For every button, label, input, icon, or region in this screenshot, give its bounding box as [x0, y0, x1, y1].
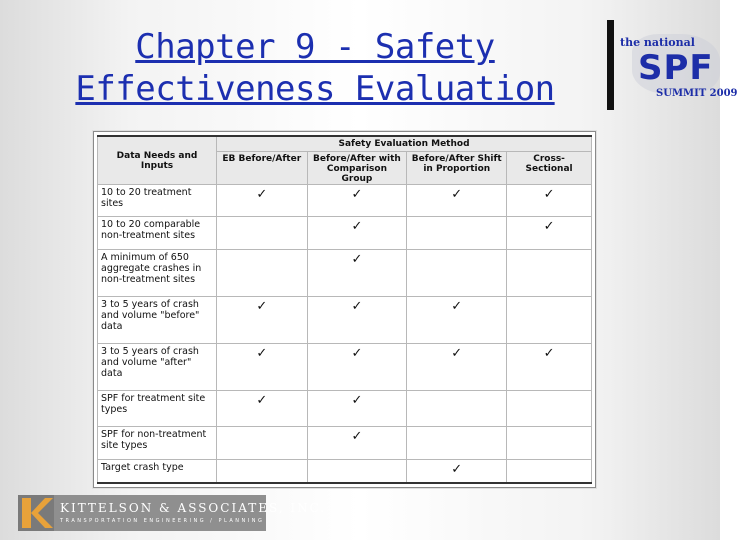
data-needs-header: Data Needs and Inputs: [98, 136, 217, 185]
check-mark-icon: ✓: [217, 343, 308, 390]
empty-cell: [407, 390, 507, 426]
check-mark-icon: ✓: [217, 296, 308, 343]
check-mark-icon: ✓: [307, 390, 407, 426]
column-header: EB Before/After: [217, 152, 308, 185]
evaluation-table-frame: [93, 131, 596, 488]
check-mark-icon: ✓: [307, 426, 407, 459]
check-mark-icon: ✓: [507, 343, 592, 390]
logo-line-2: SPF: [638, 48, 714, 88]
table-row: [98, 296, 592, 343]
spf-summit-logo: [620, 34, 738, 104]
row-label: Target crash type: [98, 460, 217, 483]
column-header: Before/After Shift in Proportion: [407, 152, 507, 185]
row-label: A minimum of 650 aggregate crashes in non-treatment sites: [98, 250, 217, 297]
table-row: [98, 390, 592, 426]
empty-cell: [217, 250, 308, 297]
company-tagline: TRANSPORTATION ENGINEERING / PLANNING: [60, 518, 265, 524]
kittelson-logo: [18, 495, 327, 531]
row-label: 3 to 5 years of crash and volume "before" data: [98, 296, 217, 343]
empty-cell: [507, 390, 592, 426]
company-name: KITTELSON & ASSOCIATES, INC.: [60, 501, 327, 515]
check-mark-icon: ✓: [507, 185, 592, 217]
empty-cell: [217, 460, 308, 483]
check-mark-icon: ✓: [307, 296, 407, 343]
row-label: SPF for non-treatment site types: [98, 426, 217, 459]
check-mark-icon: ✓: [307, 250, 407, 297]
empty-cell: [407, 426, 507, 459]
empty-cell: [507, 460, 592, 483]
table-body: [98, 185, 592, 484]
check-mark-icon: ✓: [407, 460, 507, 483]
logo-line-3: SUMMIT 2009: [656, 88, 738, 99]
empty-cell: [217, 216, 308, 249]
row-label: 10 to 20 treatment sites: [98, 185, 217, 217]
check-mark-icon: ✓: [307, 216, 407, 249]
check-mark-icon: ✓: [407, 343, 507, 390]
empty-cell: [507, 296, 592, 343]
check-mark-icon: ✓: [217, 185, 308, 217]
column-header: Cross-Sectional: [507, 152, 592, 185]
title-line-2: Effectiveness Evaluation: [75, 69, 555, 109]
column-header: Before/After with Comparison Group: [307, 152, 407, 185]
check-mark-icon: ✓: [307, 185, 407, 217]
row-label: 3 to 5 years of crash and volume "after" data: [98, 343, 217, 390]
logo-line-1: the national: [620, 36, 695, 49]
check-mark-icon: ✓: [307, 343, 407, 390]
empty-cell: [407, 250, 507, 297]
k-logo-icon: [18, 495, 54, 531]
safety-evaluation-table: [97, 135, 592, 484]
check-mark-icon: ✓: [507, 216, 592, 249]
empty-cell: [407, 216, 507, 249]
empty-cell: [217, 426, 308, 459]
table-row: [98, 426, 592, 459]
title-line-1: Chapter 9 - Safety: [135, 27, 495, 67]
table-row: [98, 185, 592, 217]
table-row: [98, 250, 592, 297]
row-label: SPF for treatment site types: [98, 390, 217, 426]
empty-cell: [507, 250, 592, 297]
table-row: [98, 343, 592, 390]
logo-divider: [607, 20, 614, 110]
check-mark-icon: ✓: [217, 390, 308, 426]
check-mark-icon: ✓: [407, 185, 507, 217]
table-row: [98, 460, 592, 483]
check-mark-icon: ✓: [407, 296, 507, 343]
empty-cell: [507, 426, 592, 459]
slide-title: [60, 26, 570, 110]
row-label: 10 to 20 comparable non-treatment sites: [98, 216, 217, 249]
method-header: Safety Evaluation Method: [217, 136, 592, 152]
table-row: [98, 216, 592, 249]
empty-cell: [307, 460, 407, 483]
